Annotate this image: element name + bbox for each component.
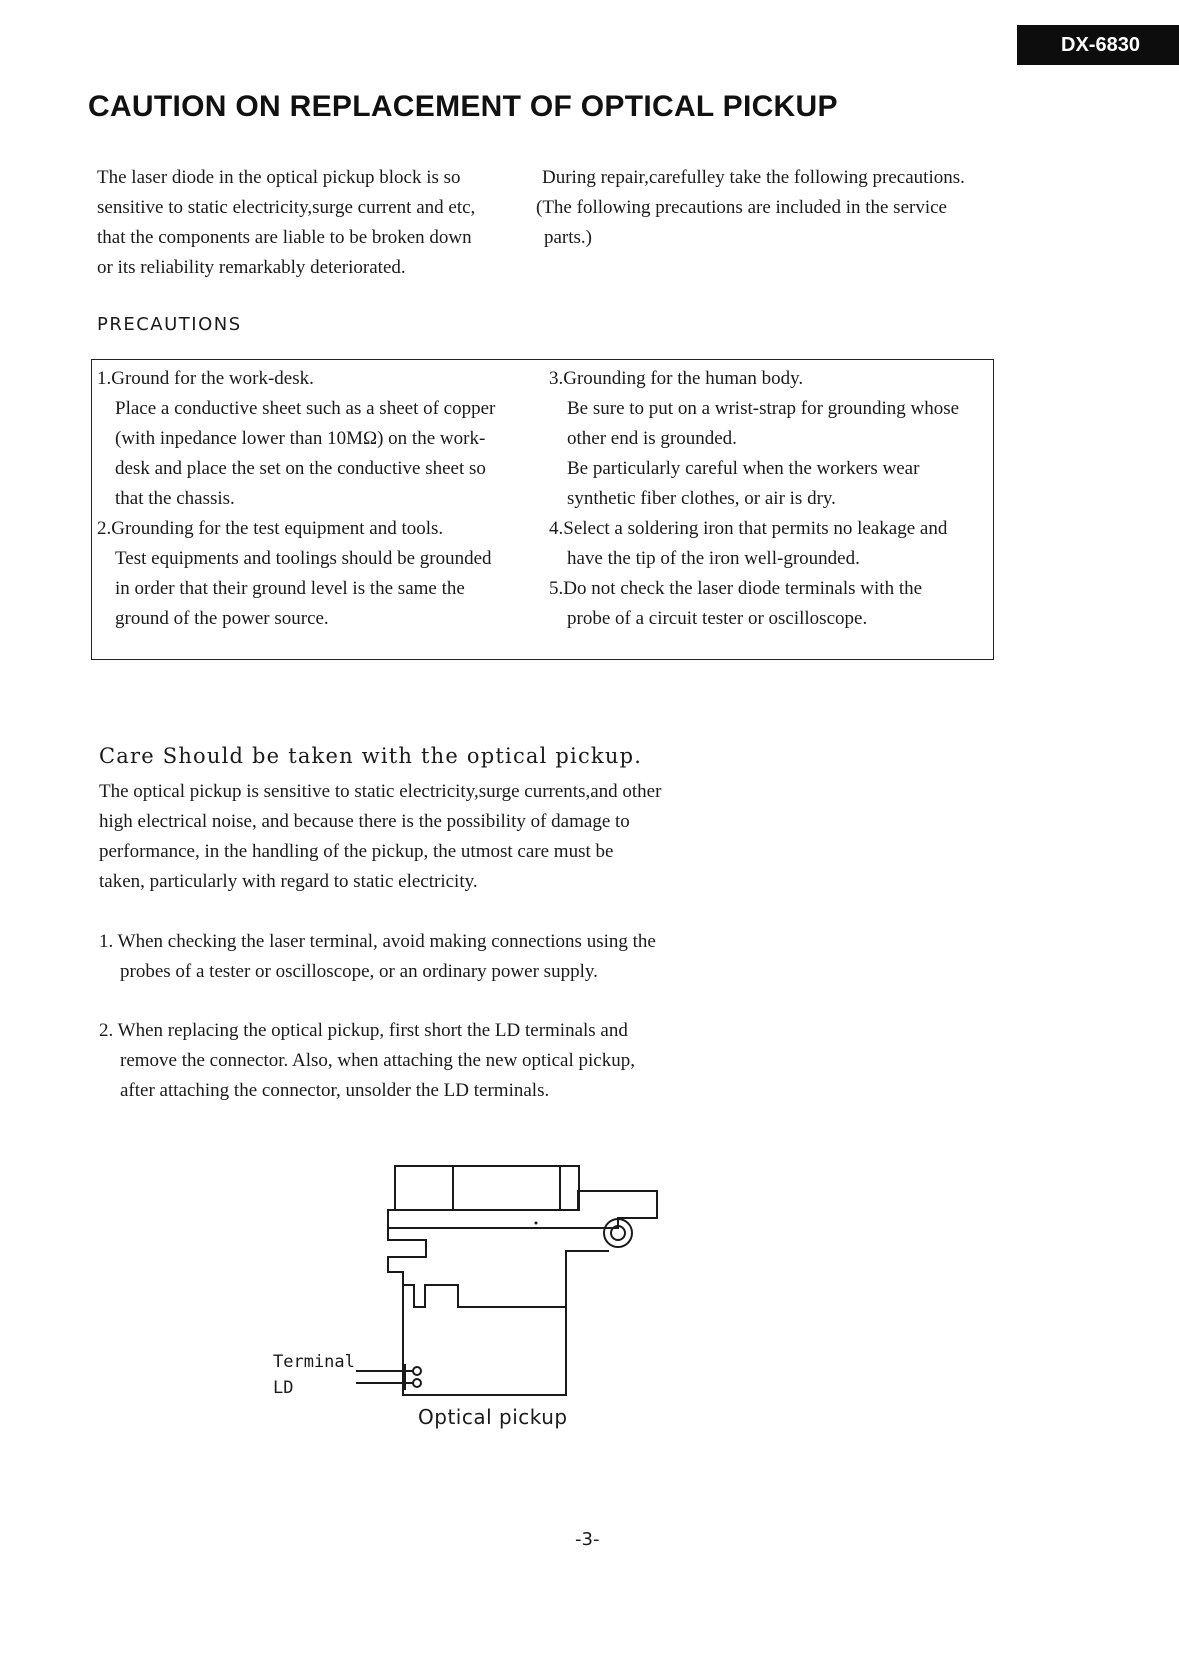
precaution-line: probe of a circuit tester or oscilloscope. [567, 608, 868, 629]
precaution-line: Place a conductive sheet such as a sheet of copper [115, 398, 496, 419]
precaution-line: have the tip of the iron well-grounded. [567, 548, 860, 569]
precaution-heading: 5.Do not check the laser diode terminals with the [549, 578, 923, 599]
care-body-line: The optical pickup is sensitive to static electricity,surge currents,and other [99, 781, 662, 802]
precaution-line: synthetic fiber clothes, or air is dry. [567, 488, 836, 509]
care-item-line: 1. When checking the laser terminal, avoid making connections using the [99, 931, 656, 952]
care-item-line: 2. When replacing the optical pickup, first short the LD terminals and [99, 1020, 628, 1041]
intro-right-line: During repair,carefulley take the following precautions. [542, 167, 965, 188]
care-body-line: high electrical noise, and because there is the possibility of damage to [99, 811, 630, 832]
precaution-line: that the chassis. [115, 488, 235, 509]
care-item-line: after attaching the connector, unsolder the LD terminals. [120, 1080, 550, 1101]
pickup-slide-arm [388, 1191, 657, 1228]
care-body-line: taken, particularly with regard to static electricity. [99, 871, 478, 892]
precaution-line: desk and place the set on the conductive sheet so [115, 458, 486, 479]
precaution-heading: 1.Ground for the work-desk. [97, 368, 314, 389]
intro-left-line: or its reliability remarkably deteriorated. [97, 257, 406, 278]
care-body-line: performance, in the handling of the pickup, the utmost care must be [99, 841, 614, 862]
pickup-dot [535, 1222, 538, 1225]
figure-caption: Optical pickup [418, 1405, 568, 1429]
precaution-line: other end is grounded. [567, 428, 737, 449]
precaution-heading: 2.Grounding for the test equipment and tools. [97, 518, 444, 539]
model-badge: DX-6830 [1017, 25, 1179, 65]
terminal-label: Terminal [273, 1352, 355, 1372]
care-heading: Care Should be taken with the optical pickup. [99, 744, 643, 768]
precaution-line: (with inpedance lower than 10MΩ) on the work- [115, 428, 486, 449]
intro-right-line: parts.) [544, 227, 593, 248]
pickup-inner-ledge [403, 1285, 566, 1307]
page-number: -3- [575, 1529, 600, 1550]
care-item-line: probes of a tester or oscilloscope, or an ordinary power supply. [120, 961, 598, 982]
ld-pad [413, 1379, 421, 1387]
precaution-line: Be sure to put on a wrist-strap for grounding whose [567, 398, 960, 419]
intro-left-line: sensitive to static electricity,surge current and etc, [97, 197, 476, 218]
precaution-line: Be particularly careful when the workers wear [567, 458, 920, 479]
precaution-heading: 3.Grounding for the human body. [549, 368, 804, 389]
page-title: CAUTION ON REPLACEMENT OF OPTICAL PICKUP [88, 90, 838, 123]
terminal-pad [413, 1367, 421, 1375]
care-item-line: remove the connector. Also, when attaching the new optical pickup, [120, 1050, 635, 1071]
precaution-line: ground of the power source. [115, 608, 329, 629]
precaution-heading: 4.Select a soldering iron that permits no leakage and [549, 518, 948, 539]
pickup-top-block [395, 1166, 579, 1210]
ld-label: LD [273, 1378, 294, 1398]
intro-left-line: that the components are liable to be broken down [97, 227, 472, 248]
precaution-line: in order that their ground level is the same the [115, 578, 465, 599]
precautions-label: PRECAUTIONS [97, 314, 242, 335]
intro-right-line: (The following precautions are included in the service [536, 197, 947, 218]
precaution-line: Test equipments and toolings should be grounded [115, 548, 492, 569]
intro-left-line: The laser diode in the optical pickup block is so [97, 167, 461, 188]
